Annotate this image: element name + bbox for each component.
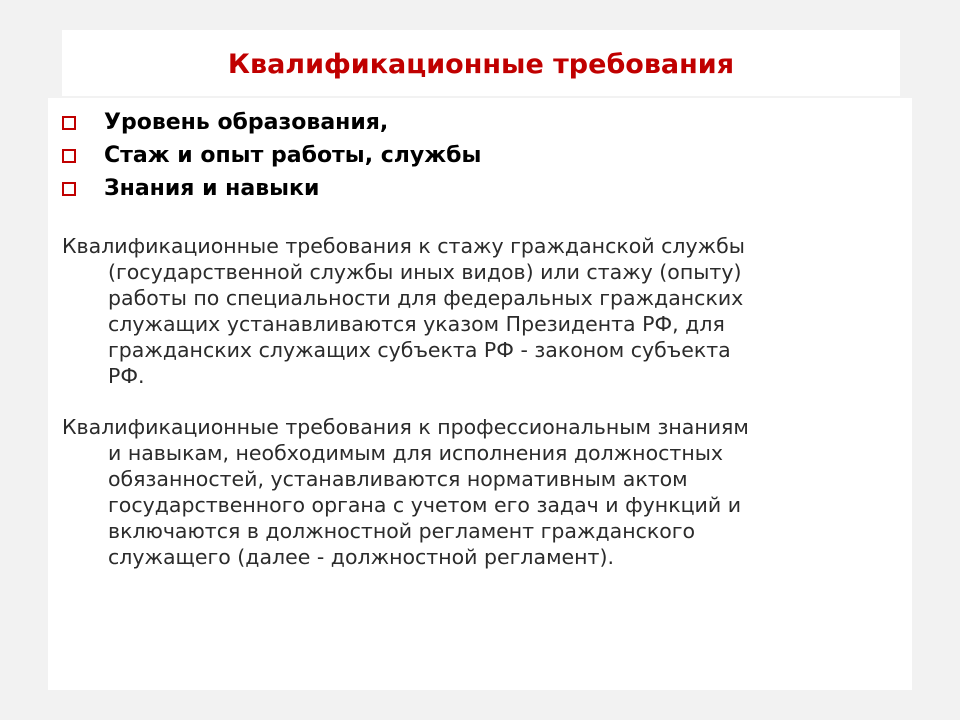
paragraph-line: государственного органа с учетом его задач и функций и	[108, 493, 742, 517]
bullet-label: Стаж и опыт работы, службы	[104, 142, 482, 168]
bullet-item-education	[62, 106, 481, 139]
bullet-item-knowledge	[62, 172, 481, 205]
paragraph-line: включаются в должностной регламент гражданского	[108, 519, 696, 543]
hollow-square-icon	[62, 149, 76, 163]
paragraph-service-experience	[62, 233, 900, 389]
title-band	[62, 30, 900, 96]
paragraph-line: служащих устанавливаются указом Президента РФ, для	[108, 312, 725, 336]
slide-title: Квалификационные требования	[227, 49, 735, 80]
paragraph-line: обязанностей, устанавливаются нормативным актом	[108, 467, 688, 491]
paragraph-line: Квалификационные требования к стажу гражданской службы	[62, 234, 745, 258]
bullet-list	[62, 106, 481, 205]
paragraph-line: служащего (далее - должностной регламент).	[108, 545, 615, 569]
bullet-item-experience	[62, 139, 481, 172]
paragraph-line: (государственной службы иных видов) или стажу (опыту)	[108, 260, 742, 284]
hollow-square-icon	[62, 182, 76, 196]
bullet-label: Уровень образования,	[104, 109, 389, 135]
bullet-label: Знания и навыки	[104, 175, 320, 201]
hollow-square-icon	[62, 116, 76, 130]
paragraph-line: работы по специальности для федеральных гражданских	[108, 286, 744, 310]
paragraph-line: Квалификационные требования к профессиональным знаниям	[62, 415, 749, 439]
paragraph-line: гражданских служащих субъекта РФ - законом субъекта	[108, 338, 731, 362]
paragraph-professional-knowledge	[62, 414, 900, 570]
paragraph-line: РФ.	[108, 364, 145, 388]
paragraph-line: и навыкам, необходимым для исполнения должностных	[108, 441, 724, 465]
